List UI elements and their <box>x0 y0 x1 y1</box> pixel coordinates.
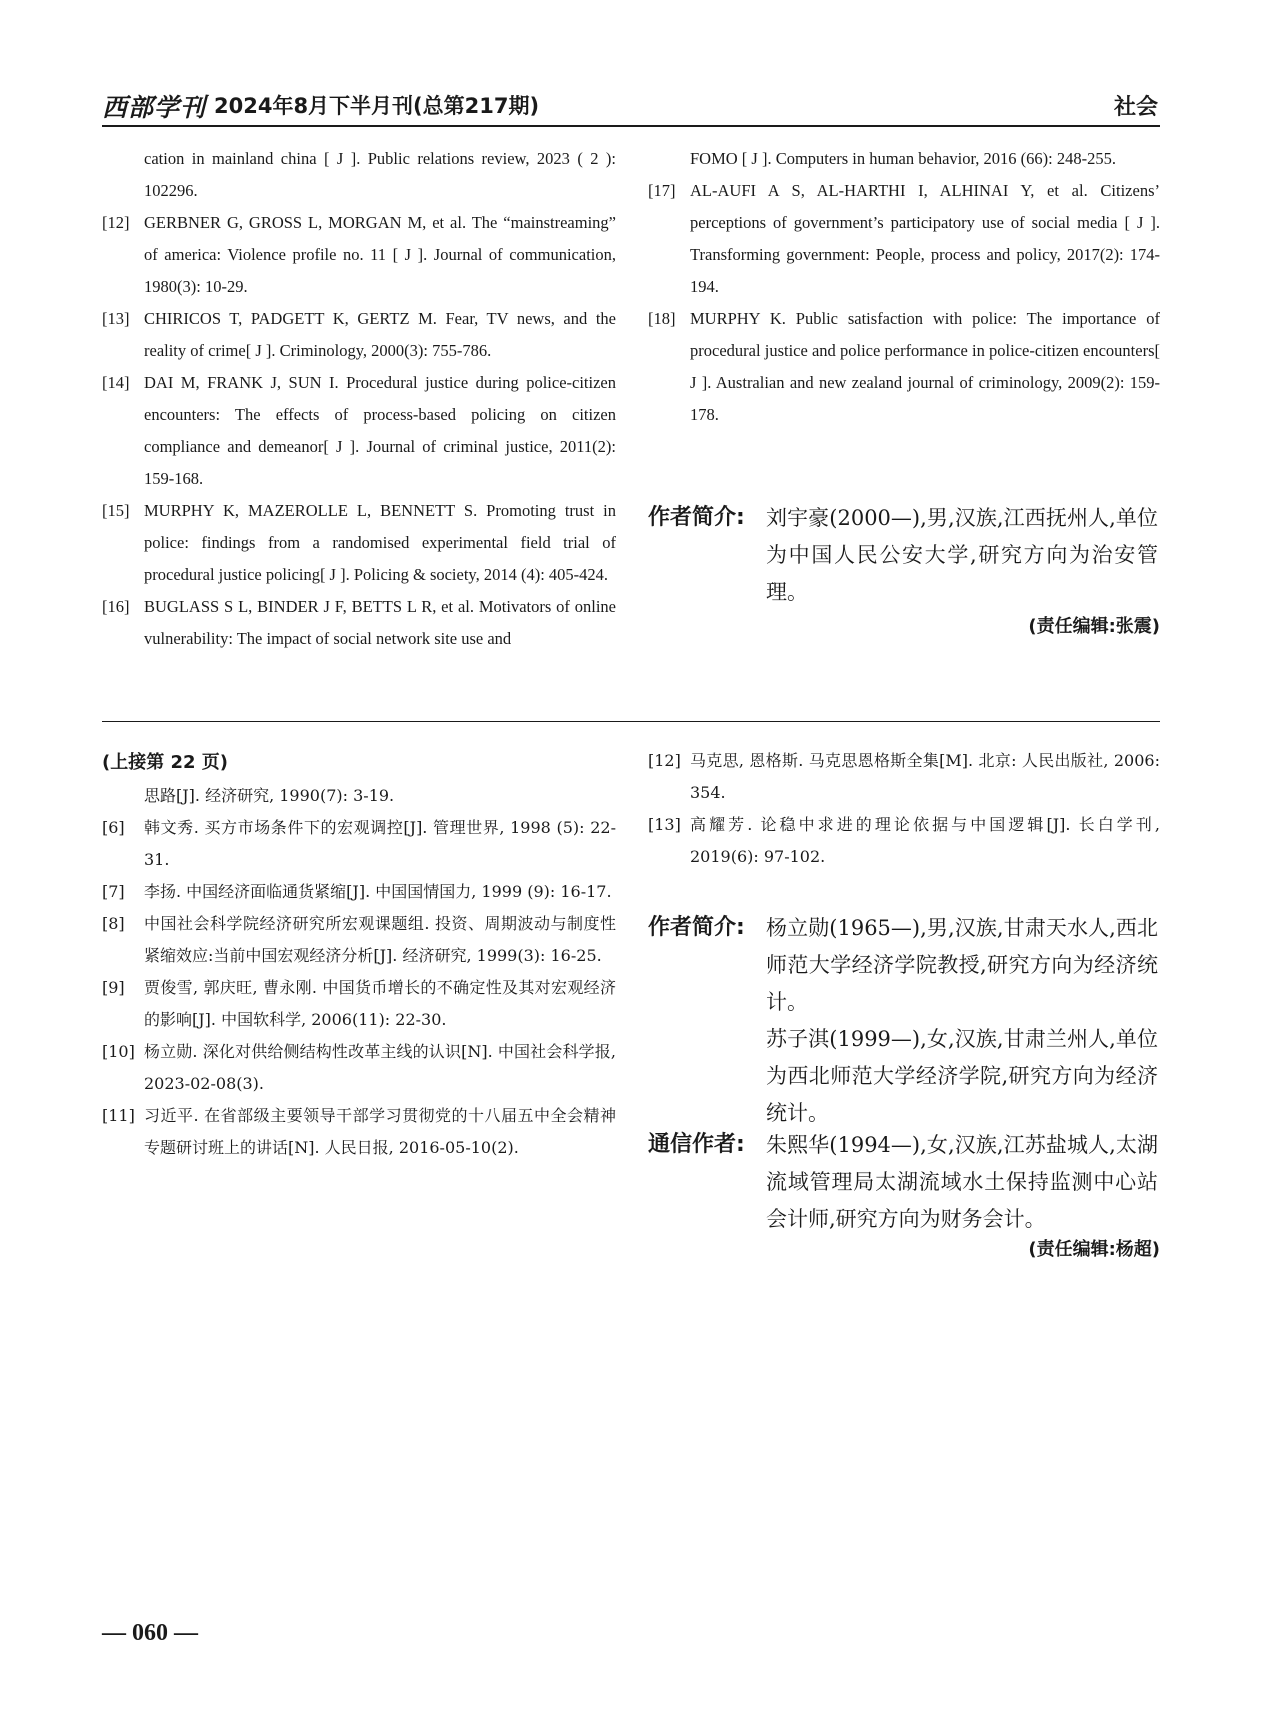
reference: [15] MURPHY K, MAZEROLLE L, BENNETT S. Promoting trust in police: findings from a randomised experimental field trial of procedural justice policing[ J ]. Policing & society, 2014 (4): 405-424. <box>102 501 616 584</box>
reference: [18] MURPHY K. Public satisfaction with police: The importance of procedural justice and police performance in police-citizen encounters[ J ]. Australian and new zealand journal of criminology, 2009(2): 159-178. <box>648 309 1160 424</box>
page-header <box>102 88 1160 122</box>
reference: [12] 马克思, 恩格斯. 马克思恩格斯全集[M]. 北京: 人民出版社, 2006: 354. <box>648 751 1160 802</box>
header-rule <box>102 125 1160 127</box>
corr-label: 通信作者: <box>648 1132 745 1157</box>
reference: [10] 杨立勋. 深化对供给侧结构性改革主线的认识[N]. 中国社会科学报, 2023-02-08(3). <box>102 1042 616 1093</box>
bio-label: 作者简介: <box>648 915 745 940</box>
responsible-editor-bottom: (责任编辑:杨超) <box>1028 1239 1160 1260</box>
bio-text-1: 杨立勋(1965—),男,汉族,甘肃天水人,西北师范大学经济学院教授,研究方向为经济统计。 <box>766 916 1158 1014</box>
issue-info: 2024年8月下半月刊(总第217期) <box>214 94 540 118</box>
reference: [9] 贾俊雪, 郭庆旺, 曹永刚. 中国货币增长的不确定性及其对宏观经济的影响[J]. 中国软科学, 2006(11): 22-30. <box>102 978 616 1029</box>
reference: [13] 高耀芳. 论稳中求进的理论依据与中国逻辑[J]. 长白学刊, 2019(6): 97-102. <box>648 815 1160 866</box>
page-number: — 060 — <box>102 1620 198 1646</box>
reference: [8] 中国社会科学院经济研究所宏观课题组. 投资、周期波动与制度性紧缩效应:当前中国宏观经济分析[J]. 经济研究, 1999(3): 16-25. <box>102 914 616 965</box>
reference: [13] CHIRICOS T, PADGETT K, GERTZ M. Fear, TV news, and the reality of crime[ J ]. Criminology, 2000(3): 755-786. <box>102 309 616 360</box>
corr-text: 朱熙华(1994—),女,汉族,江苏盐城人,太湖流域管理局太湖流域水土保持监测中心站会计师,研究方向为财务会计。 <box>766 1133 1158 1231</box>
author-bio-bottom <box>648 910 1160 1140</box>
section-divider <box>102 721 1160 722</box>
bio-text: 刘宇豪(2000—),男,汉族,江西抚州人,单位为中国人民公安大学,研究方向为治安管理。 <box>766 506 1158 604</box>
reference: cation in mainland china [ J ]. Public relations review, 2023 ( 2 ): 102296. <box>144 149 616 200</box>
journal-logo: 西部学刊 <box>102 93 207 122</box>
continued-from-label: (上接第 22 页) <box>102 752 229 773</box>
bio-text-2: 苏子淇(1999—),女,汉族,甘肃兰州人,单位为西北师范大学经济学院,研究方向为经济统计。 <box>766 1027 1158 1125</box>
corresponding-author <box>648 1127 1160 1247</box>
reference: 思路[J]. 经济研究, 1990(7): 3-19. <box>144 786 395 805</box>
reference: FOMO [ J ]. Computers in human behavior, 2016 (66): 248-255. <box>690 149 1117 168</box>
reference: [12] GERBNER G, GROSS L, MORGAN M, et al. The “mainstreaming” of america: Violence profile no. 11 [ J ]. Journal of communication, 1980(3): 10-29. <box>102 213 616 296</box>
bottom-left-references <box>102 780 616 1164</box>
reference: [14] DAI M, FRANK J, SUN I. Procedural justice during police-citizen encounters: The effects of process-based policing on citizen compliance and demeanor[ J ]. Journal of criminal justice, 2011(2): 159-168. <box>102 373 616 488</box>
reference: [7] 李扬. 中国经济面临通货紧缩[J]. 中国国情国力, 1999 (9): 16-17. <box>102 882 612 901</box>
section-label: 社会 <box>1113 95 1158 120</box>
reference: [6] 韩文秀. 买方市场条件下的宏观调控[J]. 管理世界, 1998 (5): 22-31. <box>102 818 616 869</box>
responsible-editor-top: (责任编辑:张震) <box>1028 616 1160 637</box>
author-bio-top <box>648 500 1160 620</box>
reference: [17] AL-AUFI A S, AL-HARTHI I, ALHINAI Y, et al. Citizens’ perceptions of government’s participatory use of social media [ J ]. Transforming government: People, process and policy, 2017(2): 174-194. <box>648 181 1160 296</box>
reference: [16] BUGLASS S L, BINDER J F, BETTS L R, et al. Motivators of online vulnerability: The impact of social network site use and <box>102 597 616 648</box>
top-right-references <box>648 143 1160 431</box>
bio-label: 作者简介: <box>648 505 745 530</box>
reference: [11] 习近平. 在省部级主要领导干部学习贯彻党的十八届五中全会精神专题研讨班上的讲话[N]. 人民日报, 2016-05-10(2). <box>102 1106 616 1157</box>
top-left-references <box>102 143 616 655</box>
bottom-right-references <box>648 745 1160 873</box>
